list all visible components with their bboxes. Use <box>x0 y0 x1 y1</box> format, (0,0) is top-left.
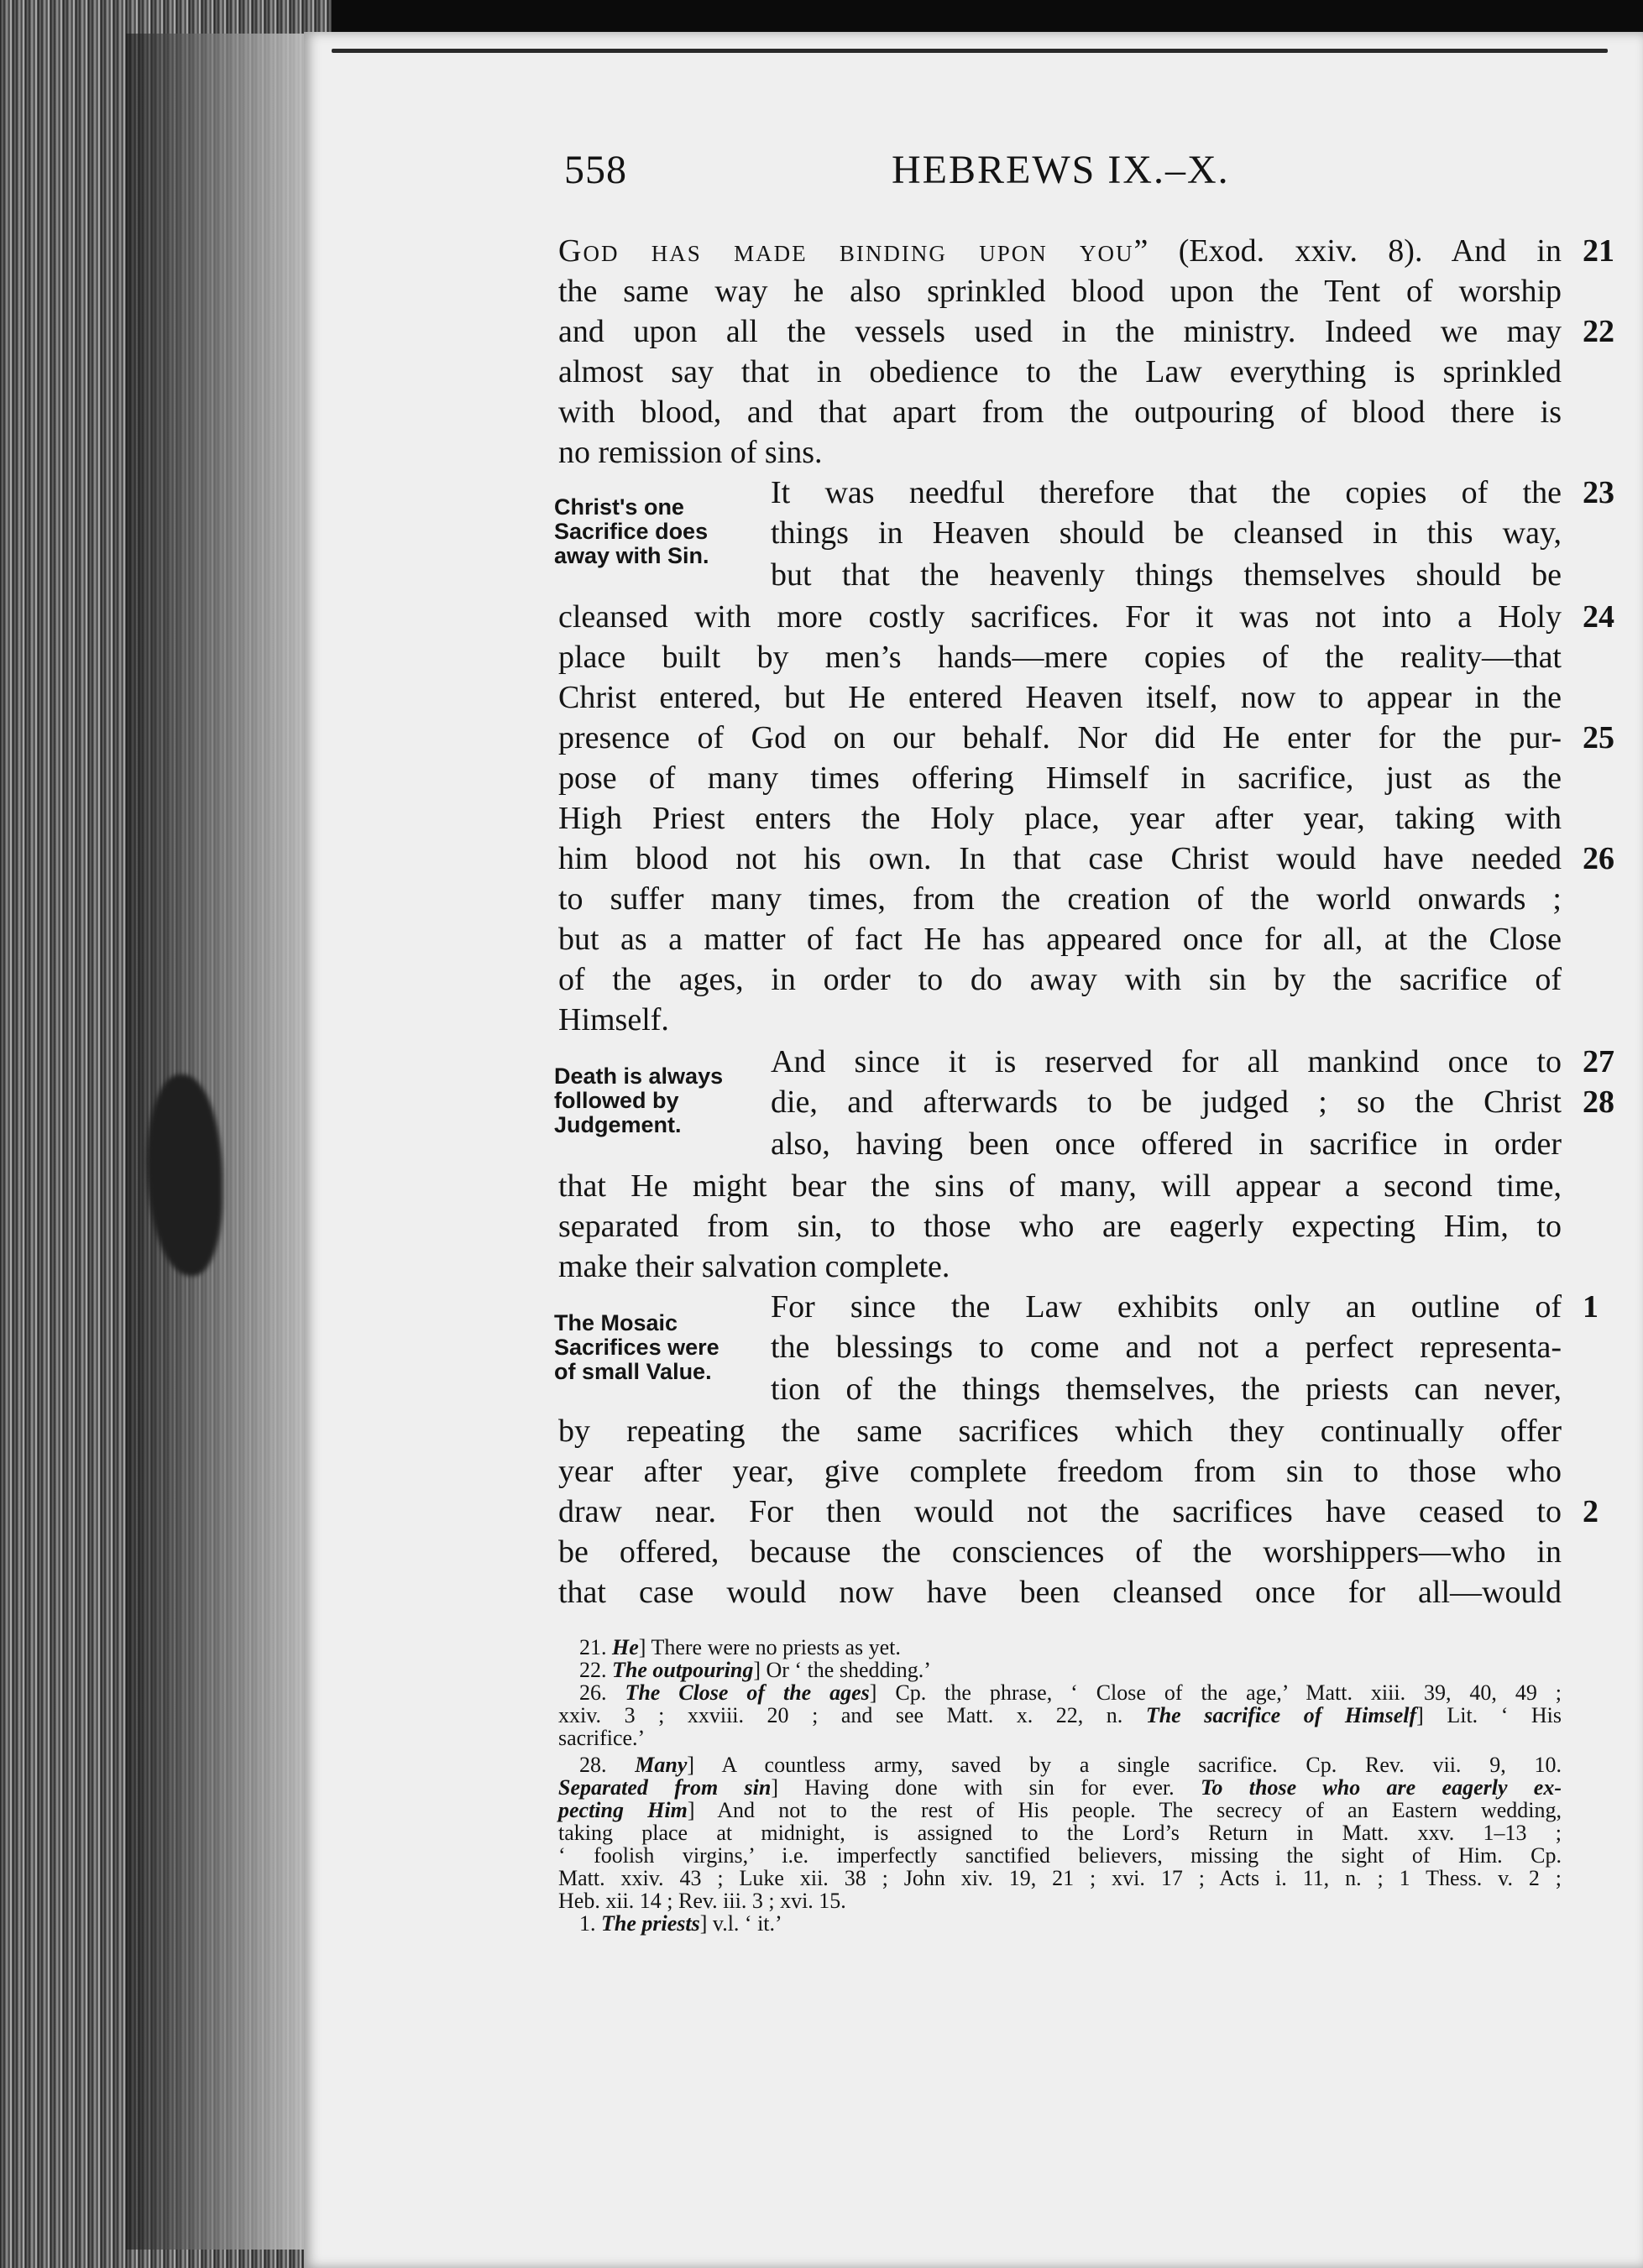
footnote-line: taking place at midnight, is assigned to the Lord’s Return in Matt. xxv. 1–13 ; <box>558 1821 1562 1845</box>
side-note-line: The Mosaic <box>554 1310 678 1335</box>
body-line: that He might bear the sins of many, will appear a second time, <box>558 1168 1562 1204</box>
footnote-line: pecting Him] And not to the rest of His people. The secrecy of an Eastern wedding, <box>558 1798 1562 1822</box>
body-line: almost say that in obedience to the Law everything is sprinkled <box>558 354 1562 389</box>
body-line: year after year, give complete freedom from sin to those who <box>558 1454 1562 1489</box>
verse-number: 24 <box>1583 599 1614 635</box>
body-line: but as a matter of fact He has appeared once for all, at the Close <box>558 922 1562 957</box>
body-line: by repeating the same sacrifices which they continually offer <box>558 1414 1562 1449</box>
verse-number: 21 <box>1583 233 1614 269</box>
body-line: place built by men’s hands—mere copies of the reality—that <box>558 640 1562 675</box>
footnote-line: 21. He] There were no priests as yet. <box>579 1635 901 1659</box>
body-line: that case would now have been cleansed once for all—would <box>558 1575 1562 1610</box>
verse-number: 23 <box>1583 475 1614 510</box>
footnote-line: 26. The Close of the ages] Cp. the phrase, ‘ Close of the age,’ Matt. xiii. 39, 40, 49 ; <box>579 1680 1562 1705</box>
body-line: Himself. <box>558 1002 669 1037</box>
body-line: and upon all the vessels used in the ministry. Indeed we may <box>558 314 1562 349</box>
side-note-line: Judgement. <box>554 1112 682 1137</box>
side-note-line: followed by <box>554 1088 679 1113</box>
side-note <box>554 1064 764 1137</box>
side-note <box>554 1311 764 1384</box>
body-line: For since the Law exhibits only an outline of <box>771 1289 1562 1325</box>
body-line: separated from sin, to those who are eagerly expecting Him, to <box>558 1209 1562 1244</box>
verse-number: 22 <box>1583 314 1614 349</box>
body-line: the same way he also sprinkled blood upon the Tent of worship <box>558 274 1562 309</box>
running-title: HEBREWS IX.–X. <box>892 148 1230 192</box>
footnote-line: Separated from sin] Having done with sin for ever. To those who are eagerly ex- <box>558 1775 1562 1800</box>
body-line: draw near. For then would not the sacrifices have ceased to <box>558 1494 1562 1529</box>
verse-number: 27 <box>1583 1044 1614 1079</box>
footnote-line: 22. The outpouring] Or ‘ the shedding.’ <box>579 1658 931 1682</box>
body-line: also, having been once offered in sacrifice in order <box>771 1126 1562 1162</box>
footnote-line: Heb. xii. 14 ; Rev. iii. 3 ; xvi. 15. <box>558 1889 846 1913</box>
page-number: 558 <box>564 148 627 192</box>
body-line: be offered, because the consciences of the worshippers—who in <box>558 1534 1562 1570</box>
body-line: no remission of sins. <box>558 435 823 470</box>
footnote-line: Matt. xxiv. 43 ; Luke xii. 38 ; John xiv. 19, 21 ; xvi. 17 ; Acts i. 11, n. ; 1 Thess. v. 2 ; <box>558 1866 1562 1890</box>
body-line: the blessings to come and not a perfect representa- <box>771 1330 1562 1365</box>
running-header <box>564 147 1542 197</box>
body-line: cleansed with more costly sacrifices. For it was not into a Holy <box>558 599 1562 635</box>
body-line: him blood not his own. In that case Christ would have needed <box>558 841 1562 876</box>
side-note-line: of small Value. <box>554 1359 712 1384</box>
footnote-line: 1. The priests] v.l. ‘ it.’ <box>579 1911 782 1936</box>
body-line: tion of the things themselves, the priests can never, <box>771 1372 1562 1407</box>
side-note-line: Sacrifice does <box>554 519 709 544</box>
body-line: things in Heaven should be cleansed in this way, <box>771 515 1562 551</box>
body-line: God has made binding upon you” (Exod. xxiv. 8). And in <box>558 233 1562 269</box>
body-line: High Priest enters the Holy place, year after year, taking with <box>558 801 1562 836</box>
body-line: And since it is reserved for all mankind once to <box>771 1044 1562 1079</box>
body-line: pose of many times offering Himself in sacrifice, just as the <box>558 760 1562 796</box>
footnote-line: 28. Many] A countless army, saved by a single sacrifice. Cp. Rev. vii. 9, 10. <box>579 1753 1562 1777</box>
body-line: It was needful therefore that the copies of the <box>771 475 1562 510</box>
body-line: presence of God on our behalf. Nor did He enter for the pur- <box>558 720 1562 755</box>
verse-number: 2 <box>1583 1494 1599 1529</box>
side-note-line: Sacrifices were <box>554 1335 719 1360</box>
footnote-line: xxiv. 3 ; xxviii. 20 ; and see Matt. x. 22, n. The sacrifice of Himself] Lit. ‘ His <box>558 1703 1562 1727</box>
footnote-line: sacrifice.’ <box>558 1726 646 1750</box>
body-line: of the ages, in order to do away with sin by the sacrifice of <box>558 962 1562 997</box>
side-note-line: Christ's one <box>554 494 684 520</box>
side-note <box>554 495 764 568</box>
body-line: but that the heavenly things themselves should be <box>771 557 1562 593</box>
body-line: make their salvation complete. <box>558 1249 950 1284</box>
top-rule <box>332 49 1608 53</box>
body-line: with blood, and that apart from the outpouring of blood there is <box>558 395 1562 430</box>
verse-number: 1 <box>1583 1289 1599 1325</box>
footnote-line: ‘ foolish virgins,’ i.e. imperfectly sanctified believers, missing the sight of Him. Cp. <box>558 1843 1562 1868</box>
body-line: die, and afterwards to be judged ; so the Christ <box>771 1084 1562 1120</box>
side-note-line: away with Sin. <box>554 543 709 568</box>
verse-number: 25 <box>1583 720 1614 755</box>
side-note-line: Death is always <box>554 1063 724 1089</box>
verse-number: 26 <box>1583 841 1614 876</box>
body-line: to suffer many times, from the creation of the world onwards ; <box>558 881 1562 917</box>
body-line: Christ entered, but He entered Heaven itself, now to appear in the <box>558 680 1562 715</box>
verse-number: 28 <box>1583 1084 1614 1120</box>
